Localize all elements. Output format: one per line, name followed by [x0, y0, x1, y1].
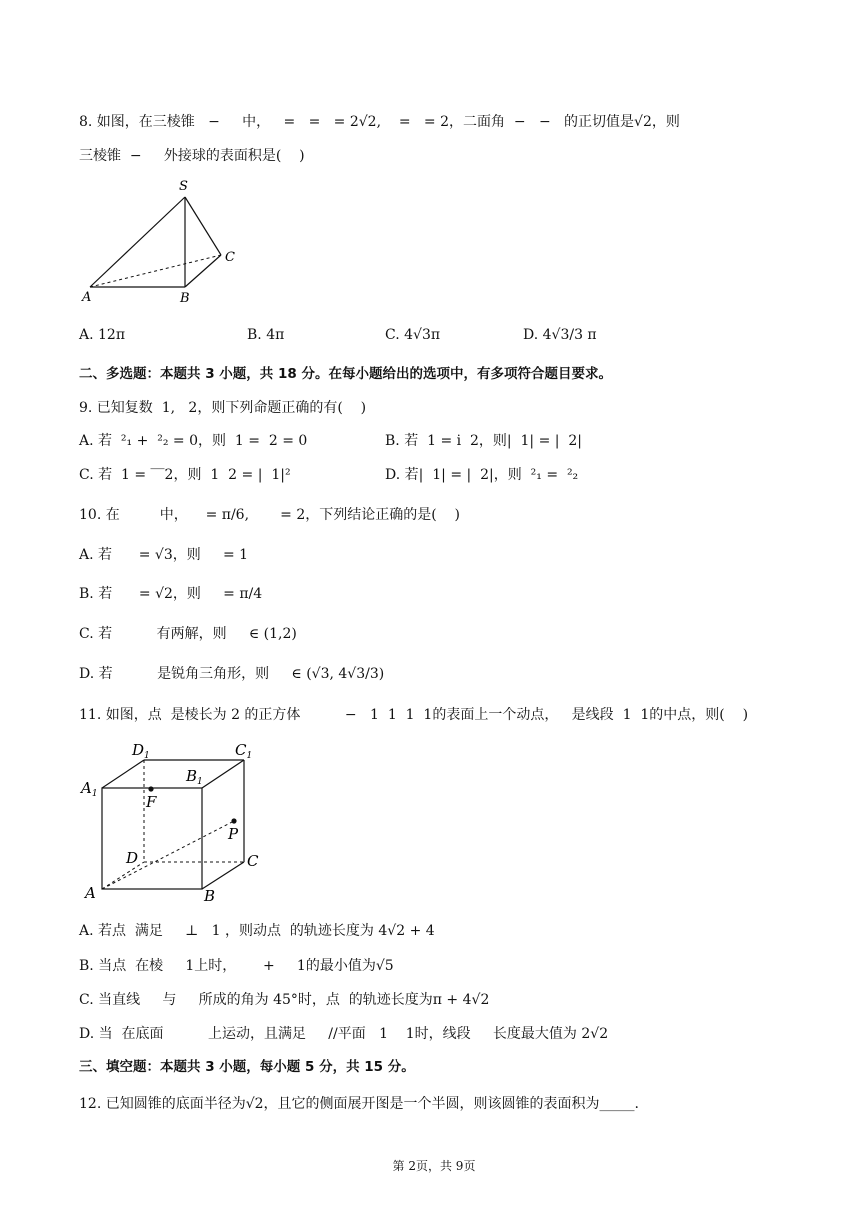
label-F: F [146, 793, 157, 811]
q8-line2: 三棱锥 − 外接球的表面积是( ) [79, 148, 305, 164]
q8-option-b: B. 4π [247, 327, 285, 343]
label-A: A [82, 290, 92, 305]
label-C: C [225, 250, 235, 265]
q10-option-c: C. 若 有两解，则 ∈ (1,2) [79, 626, 297, 642]
label-D1: $D_1$ [132, 741, 150, 761]
q10-option-d: D. 若 是锐角三角形，则 ∈ (√3, 4√3/3) [79, 666, 385, 682]
page-footer: 第 2页，共 9页 [392, 1159, 476, 1173]
q8-option-c: C. 4√3π [385, 327, 441, 343]
q8-line1: 8. 如图，在三棱锥 − 中， = = = 2√2, = = 2，二面角 − − 的正切值是√2，则 [79, 114, 680, 130]
q8-option-d: D. 4√3/3 π [523, 327, 597, 343]
q9-stem: 9. 已知复数 1, 2，则下列命题正确的有( ) [79, 400, 367, 416]
label-C1: $C_1$ [235, 741, 253, 761]
label-B: B [204, 887, 216, 905]
q9-option-b: B. 若 1 = i 2，则| 1| = | 2| [385, 433, 583, 449]
q11-option-d: D. 当 在底面 上运动，且满足 //平面 1 1时，线段 长度最大值为 2√2 [79, 1026, 609, 1042]
label-A1: $A_1$ [81, 779, 98, 799]
label-D: D [126, 849, 139, 867]
section-multi-choice-heading: 二、多选题：本题共 3 小题，共 18 分。在每小题给出的选项中，有多项符合题目要求。 [79, 366, 612, 382]
q9-option-d: D. 若| 1| = | 2|，则 ²₁ = ²₂ [385, 467, 579, 483]
label-S: S [179, 179, 188, 194]
q9-option-c: C. 若 1 = ‾‾2，则 1 2 = | 1|² [79, 467, 291, 483]
q9-option-a: A. 若 ²₁ + ²₂ = 0，则 1 = 2 = 0 [79, 433, 308, 449]
q10-stem: 10. 在 中， = π/6, = 2，下列结论正确的是( ) [79, 507, 460, 523]
q10-option-b: B. 若 = √2，则 = π/4 [79, 586, 263, 602]
label-C: C [247, 852, 259, 870]
cube-figure [78, 735, 278, 910]
q8-option-a: A. 12π [79, 327, 126, 343]
q12-text: 12. 已知圆锥的底面半径为√2，且它的侧面展开图是一个半圆，则该圆锥的表面积为_____. [79, 1096, 639, 1112]
q11-option-b: B. 当点 在棱 1上时， + 1的最小值为√5 [79, 958, 394, 974]
label-P: P [228, 825, 239, 843]
q11-option-a: A. 若点 满足 ⊥ 1 ，则动点 的轨迹长度为 4√2 + 4 [79, 923, 435, 939]
tetrahedron-figure [78, 175, 248, 310]
section-fill-blank-heading: 三、填空题：本题共 3 小题，每小题 5 分，共 15 分。 [79, 1059, 415, 1075]
q10-option-a: A. 若 = √3，则 = 1 [79, 547, 249, 563]
label-B1: $B_1$ [186, 767, 203, 787]
label-B: B [180, 291, 190, 306]
q11-stem: 11. 如图，点 是棱长为 2 的正方体 − 1 1 1 1的表面上一个动点， 是线段 1 1的中点，则( ) [79, 707, 749, 723]
label-A: A [85, 884, 96, 902]
q11-option-c: C. 当直线 与 所成的角为 45°时，点 的轨迹长度为π + 4√2 [79, 992, 490, 1008]
